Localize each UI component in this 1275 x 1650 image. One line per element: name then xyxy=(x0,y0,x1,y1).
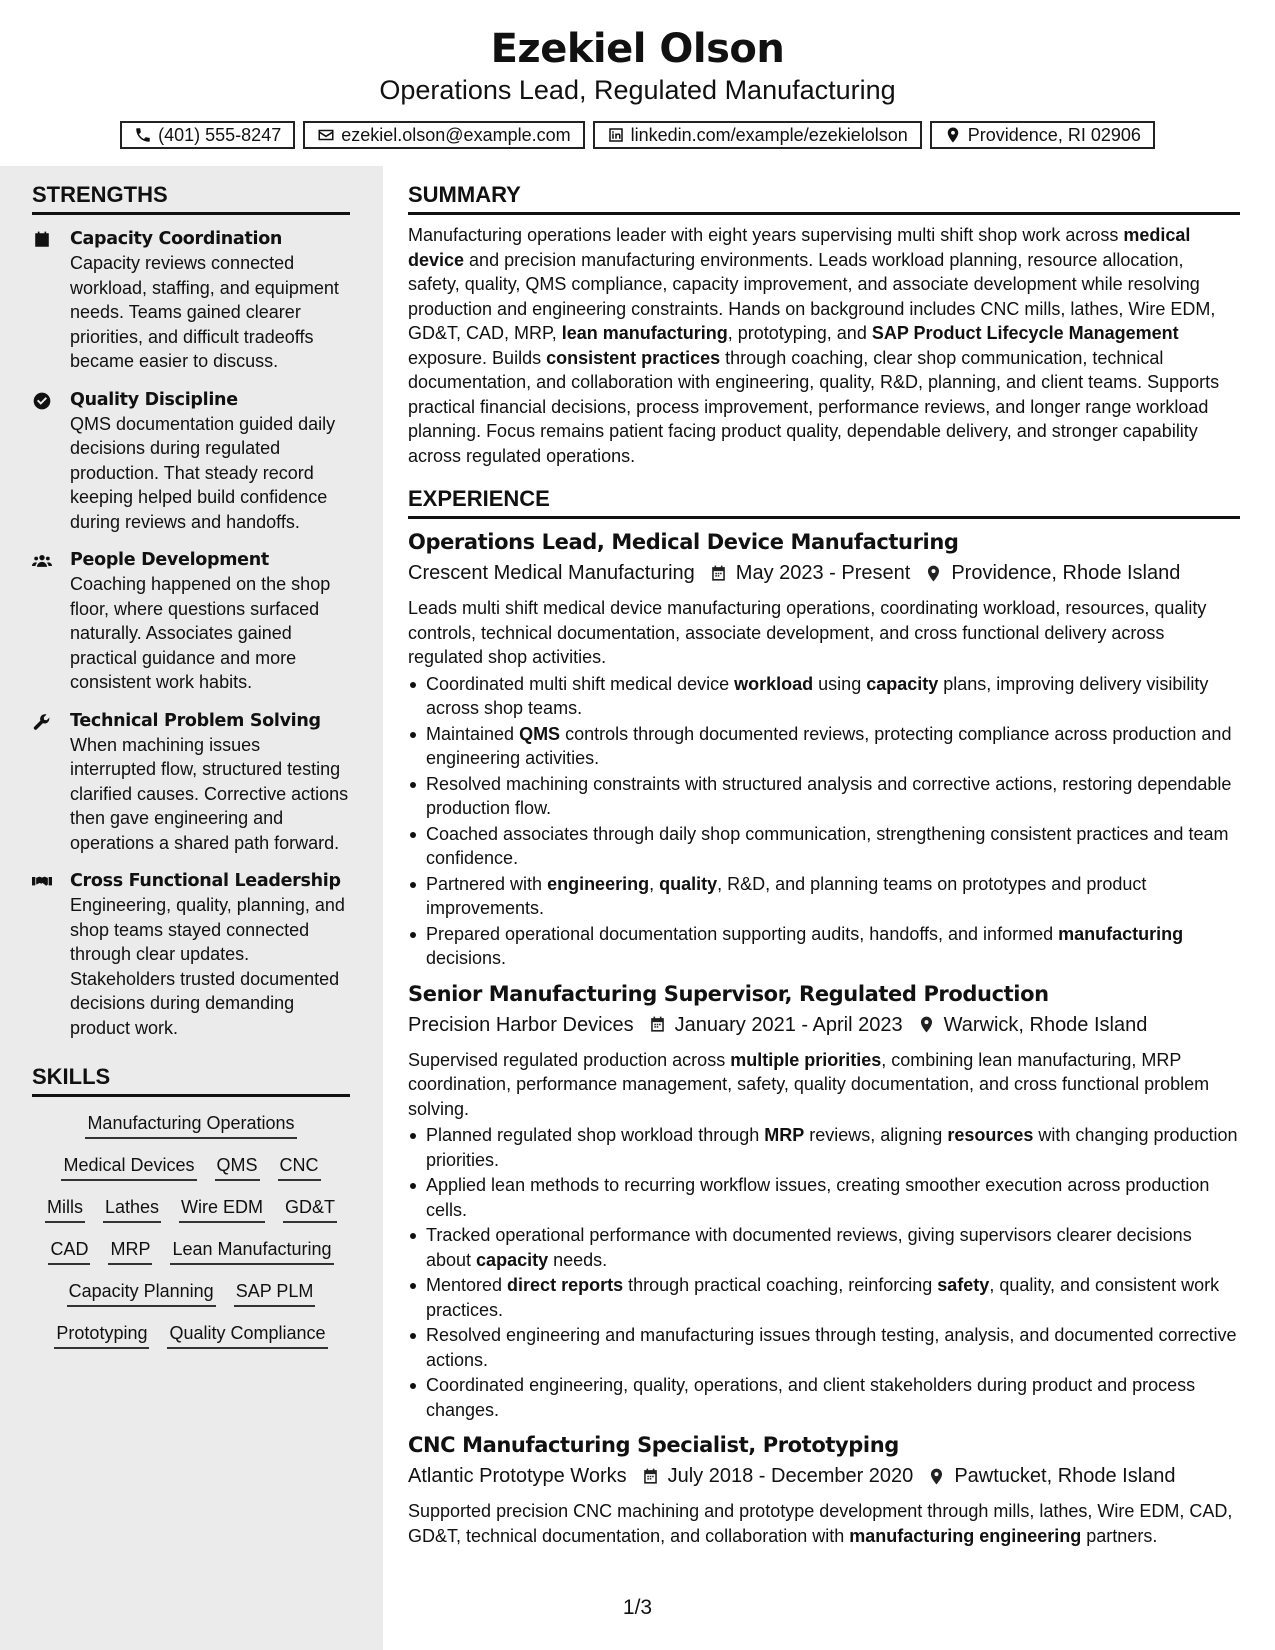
strength-title: Quality Discipline xyxy=(70,389,238,410)
skill-tag: Quality Compliance xyxy=(167,1321,327,1349)
list-item: Resolved machining constraints with structured analysis and corrective actions, restoring dependable production flow. xyxy=(408,772,1240,821)
candidate-name: Ezekiel Olson xyxy=(490,26,785,72)
calendar-icon xyxy=(709,564,728,583)
strength-item xyxy=(32,869,350,1040)
strength-title: People Development xyxy=(70,550,269,570)
users-icon xyxy=(32,551,52,571)
check-circle-icon xyxy=(32,391,52,411)
skills-heading: SKILLS xyxy=(32,1062,350,1097)
map-pin-icon xyxy=(924,564,943,583)
job-title: CNC Manufacturing Specialist, Prototyping xyxy=(408,1433,899,1457)
strength-description: Capacity reviews connected workload, staffing, and equipment needs. Teams gained clearer priorities, and difficult tradeoffs became easier to discuss. xyxy=(70,253,339,371)
calendar-icon xyxy=(641,1467,660,1486)
job-location: Providence, Rhode Island xyxy=(951,562,1181,584)
job-meta xyxy=(408,558,1240,588)
skill-row xyxy=(32,1195,350,1223)
map-pin-icon xyxy=(927,1467,946,1486)
strengths-heading: STRENGTHS xyxy=(32,180,350,215)
skill-tag: MRP xyxy=(108,1237,152,1265)
envelope-icon xyxy=(317,126,335,144)
list-item: Applied lean methods to recurring workflow issues, creating smoother execution across production cells. xyxy=(408,1173,1240,1222)
list-item: Planned regulated shop workload through MRP reviews, aligning resources with changing production priorities. xyxy=(408,1123,1240,1172)
skill-tag: CAD xyxy=(48,1237,90,1265)
list-item: Coordinated engineering, quality, operations, and client stakeholders during product and process changes. xyxy=(408,1373,1240,1422)
skill-row xyxy=(32,1321,350,1349)
calendar-icon xyxy=(648,1015,667,1034)
skill-tag: Mills xyxy=(45,1195,85,1223)
strength-title: Capacity Coordination xyxy=(70,229,283,249)
list-item: Resolved engineering and manufacturing issues through testing, analysis, and documented corrective actions. xyxy=(408,1323,1240,1372)
skill-tag: Lean Manufacturing xyxy=(170,1237,333,1265)
page-number: 1/3 xyxy=(622,1596,653,1619)
strength-item xyxy=(32,227,350,374)
job-entry xyxy=(408,979,1240,1423)
candidate-headline: Operations Lead, Regulated Manufacturing xyxy=(379,75,896,105)
job-dates: May 2023 - Present xyxy=(735,562,911,584)
strength-description: Engineering, quality, planning, and shop teams stayed connected through clear updates. Stakeholders trusted documented decisions during demanding product work. xyxy=(70,895,345,1038)
skills-list xyxy=(32,1111,350,1349)
contact-text: linkedin.com/example/ezekielolson xyxy=(630,124,908,145)
experience-list xyxy=(408,527,1240,1548)
contact-text: (401) 555-8247 xyxy=(158,124,282,145)
strength-title: Technical Problem Solving xyxy=(70,710,321,731)
skill-tag: SAP PLM xyxy=(234,1279,316,1307)
list-item: Mentored direct reports through practical coaching, reinforcing safety, quality, and consistent work practices. xyxy=(408,1273,1240,1322)
job-description: Leads multi shift medical device manufacturing operations, coordinating workload, resources, quality controls, technical documentation, associate development, and cross functional delivery across regulated shop activities. xyxy=(408,598,1207,667)
list-item: Coordinated multi shift medical device workload using capacity plans, improving delivery visibility across shop teams. xyxy=(408,672,1240,721)
job-meta xyxy=(408,1461,1240,1491)
job-description: Supported precision CNC machining and prototype development through mills, lathes, Wire EDM, CAD, GD&T, technical documentation, and collaboration with manufacturing engineering partners. xyxy=(408,1501,1233,1546)
contact-text: Providence, RI 02906 xyxy=(967,124,1141,145)
strength-description: QMS documentation guided daily decisions during regulated production. That steady record keeping helped build confidence during reviews and handoffs. xyxy=(70,413,336,532)
job-title: Senior Manufacturing Supervisor, Regulated Production xyxy=(408,981,1049,1006)
job-company: Atlantic Prototype Works xyxy=(408,1465,627,1487)
skill-tag: QMS xyxy=(215,1153,260,1181)
job-location: Pawtucket, Rhode Island xyxy=(954,1465,1176,1487)
skill-row xyxy=(32,1237,350,1265)
skill-tag: Prototyping xyxy=(54,1321,149,1349)
strength-description: When machining issues interrupted flow, structured testing clarified causes. Corrective actions then gave engineering and operations a shared path forward. xyxy=(70,734,349,853)
skill-tag: Manufacturing Operations xyxy=(85,1111,296,1139)
sidebar xyxy=(32,180,350,1363)
contact-phone[interactable] xyxy=(120,121,295,149)
skill-tag: GD&T xyxy=(283,1195,337,1223)
linkedin-icon xyxy=(607,126,625,144)
job-meta xyxy=(408,1010,1240,1040)
map-pin-icon xyxy=(917,1015,936,1034)
job-company: Precision Harbor Devices xyxy=(408,1013,634,1036)
skill-tag: Lathes xyxy=(103,1195,161,1223)
job-entry xyxy=(408,527,1240,971)
job-dates: January 2021 - April 2023 xyxy=(674,1013,903,1036)
main-column xyxy=(408,180,1240,1548)
contact-text: ezekiel.olson@example.com xyxy=(341,124,571,145)
job-entry xyxy=(408,1430,1240,1548)
job-dates: July 2018 - December 2020 xyxy=(667,1465,914,1487)
strength-title: Cross Functional Leadership xyxy=(70,871,341,891)
strength-item xyxy=(32,548,350,695)
skill-tag: Capacity Planning xyxy=(67,1279,216,1307)
job-title: Operations Lead, Medical Device Manufacturing xyxy=(408,530,959,554)
job-description: Supervised regulated production across multiple priorities, combining lean manufacturing, MRP coordination, performance management, safety, quality documentation, and cross functional problem solving. xyxy=(408,1049,1210,1119)
map-pin-icon xyxy=(944,126,962,144)
contact-linkedin[interactable] xyxy=(593,121,922,149)
calendar-icon xyxy=(32,230,52,250)
list-item: Prepared operational documentation supporting audits, handoffs, and informed manufacturing decisions. xyxy=(408,922,1240,971)
strength-item xyxy=(32,388,350,535)
job-location: Warwick, Rhode Island xyxy=(943,1013,1148,1036)
experience-heading: EXPERIENCE xyxy=(408,484,1240,519)
wrench-icon xyxy=(32,712,52,732)
job-company: Crescent Medical Manufacturing xyxy=(408,562,695,584)
skill-row xyxy=(32,1279,350,1307)
contact-bar xyxy=(0,121,1275,149)
handshake-icon xyxy=(32,872,52,892)
summary-heading: SUMMARY xyxy=(408,180,1240,215)
phone-icon xyxy=(134,126,152,144)
contact-email[interactable] xyxy=(303,121,584,149)
skill-tag: CNC xyxy=(278,1153,321,1181)
skill-tag: Wire EDM xyxy=(179,1195,265,1223)
job-bullets xyxy=(408,672,1240,971)
list-item: Coached associates through daily shop communication, strengthening consistent practices and team confidence. xyxy=(408,822,1240,871)
summary-text: Manufacturing operations leader with eight years supervising multi shift shop work across medical device and precision manufacturing environments. Leads workload planning, resource allocation, safety, quality, QMS compliance, capacity improvement, and associate development while resolving production and engineering constraints. Hands on background includes CNC mills, lathes, Wire EDM, GD&T, CAD, MRP, lean manufacturing, prototyping, and SAP Product Lifecycle Management exposure. Builds consistent practices through coaching, clear shop communication, technical documentation, and collaboration with engineering, quality, R&D, planning, and client teams. Supports practical financial decisions, process improvement, performance reviews, and longer range workload planning. Focus remains patient facing product quality, dependable delivery, and stronger capability across regulated operations. xyxy=(408,225,1220,466)
contact-location xyxy=(930,121,1155,149)
strength-description: Coaching happened on the shop floor, where questions surfaced naturally. Associates gained practical guidance and more consistent work habits. xyxy=(70,574,331,692)
skill-row xyxy=(32,1111,350,1139)
resume-header xyxy=(0,0,1275,149)
list-item: Maintained QMS controls through documented reviews, protecting compliance across production and engineering activities. xyxy=(408,722,1240,771)
skill-tag: Medical Devices xyxy=(61,1153,196,1181)
list-item: Tracked operational performance with documented reviews, giving supervisors clearer decisions about capacity needs. xyxy=(408,1223,1240,1272)
strength-item xyxy=(32,709,350,856)
skill-row xyxy=(32,1153,350,1181)
list-item: Partnered with engineering, quality, R&D, and planning teams on prototypes and product improvements. xyxy=(408,872,1240,921)
job-bullets xyxy=(408,1123,1240,1422)
